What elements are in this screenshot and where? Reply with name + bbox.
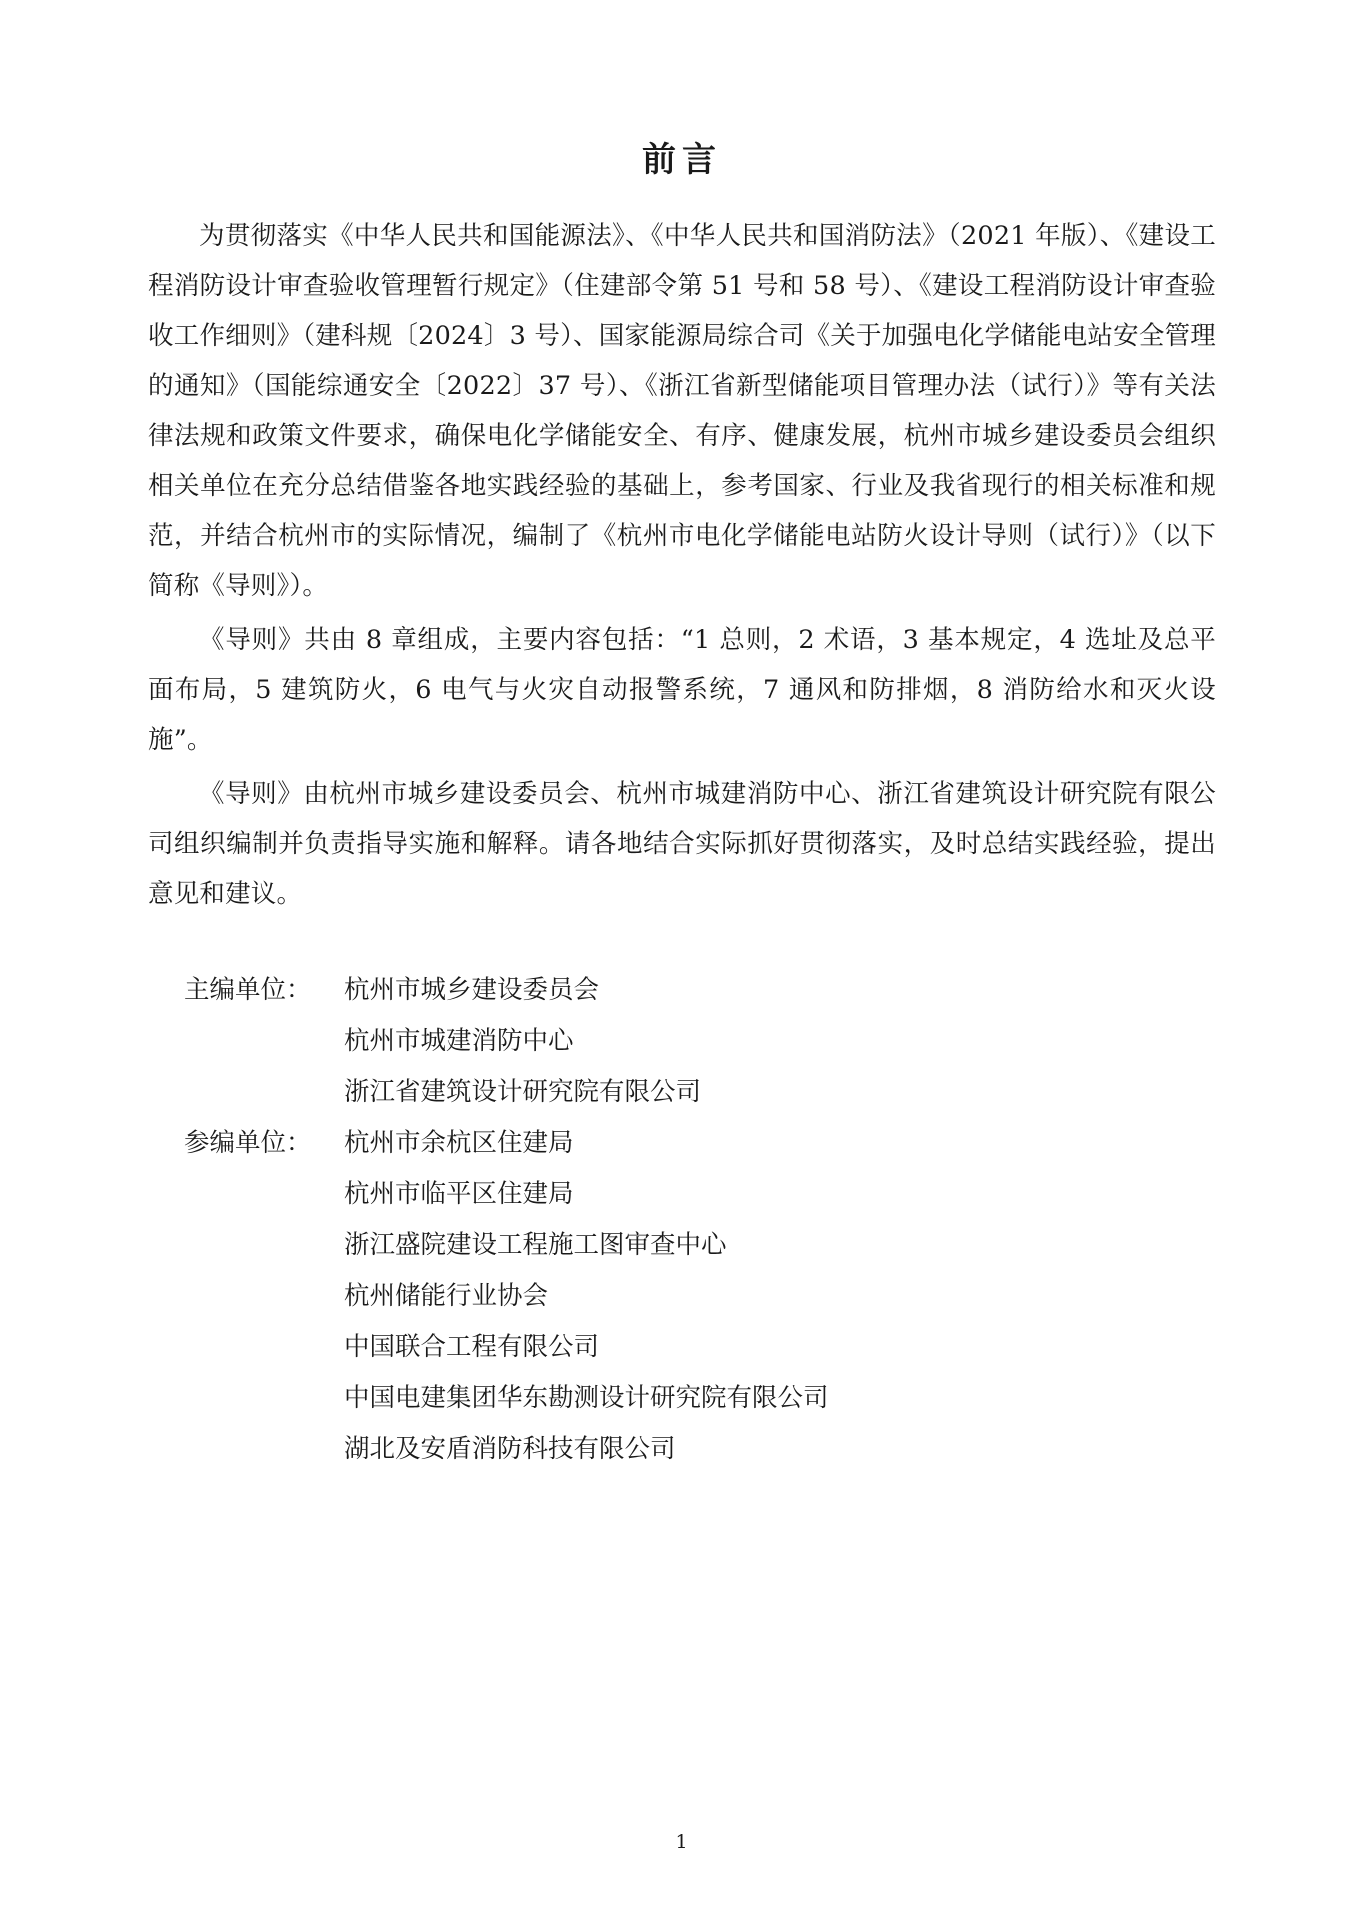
org-item: 浙江省建筑设计研究院有限公司 (344, 1077, 702, 1107)
org-item: 杭州市临平区住建局 (344, 1179, 574, 1209)
org-row (148, 1016, 1216, 1067)
org-row (148, 1271, 1216, 1322)
org-item: 中国联合工程有限公司 (344, 1332, 600, 1362)
paragraph-foreword-2: 《导则》共由 8 章组成，主要内容包括：“1 总则，2 术语，3 基本规定，4 选址及总平面布局，5 建筑防火，6 电气与火灾自动报警系统，7 通风和防排烟，8 消防给水和灭火设施”。 (148, 625, 1216, 755)
org-item: 湖北及安盾消防科技有限公司 (344, 1434, 676, 1464)
org-label-participating-editor: 参编单位： (184, 1128, 312, 1158)
org-row (148, 1118, 1216, 1169)
org-row (148, 1373, 1216, 1424)
org-item: 杭州储能行业协会 (344, 1281, 549, 1311)
org-row (148, 1067, 1216, 1118)
org-item: 杭州市城乡建设委员会 (344, 975, 600, 1005)
document-content (148, 0, 1216, 1475)
org-row (148, 965, 1216, 1016)
org-label-chief-editor: 主编单位： (184, 975, 312, 1005)
org-row (148, 1220, 1216, 1271)
org-item: 中国电建集团华东勘测设计研究院有限公司 (344, 1383, 829, 1413)
organizations-section (148, 965, 1216, 1475)
paragraph-foreword-3: 《导则》由杭州市城乡建设委员会、杭州市城建消防中心、浙江省建筑设计研究院有限公司组织编制并负责指导实施和解释。请各地结合实际抓好贯彻落实，及时总结实践经验，提出意见和建议。 (148, 779, 1216, 909)
org-item: 杭州市城建消防中心 (344, 1026, 574, 1056)
page-title: 前言 (642, 140, 722, 180)
page-number: 1 (675, 1831, 688, 1853)
org-item: 杭州市余杭区住建局 (344, 1128, 574, 1158)
org-row (148, 1424, 1216, 1475)
org-row (148, 1169, 1216, 1220)
org-item: 浙江盛院建设工程施工图审查中心 (344, 1230, 727, 1260)
org-row (148, 1322, 1216, 1373)
paragraph-foreword-1: 为贯彻落实《中华人民共和国能源法》、《中华人民共和国消防法》（2021 年版）、《建设工程消防设计审查验收管理暂行规定》（住建部令第 51 号和 58 号）、《建设工程消防设计审查验收工作细则》（建科规〔2024〕3 号）、国家能源局综合司《关于加强电化学储能电站安全管理的通知》（国能综通安全〔2022〕37 号）、《浙江省新型储能项目管理办法（试行）》等有关法律法规和政策文件要求，确保电化学储能安全、有序、健康发展，杭州市城乡建设委员会组织相关单位在充分总结借鉴各地实践经验的基础上，参考国家、行业及我省现行的相关标准和规范，并结合杭州市的实际情况，编制了《杭州市电化学储能电站防火设计导则（试行）》（以下简称《导则》）。 (148, 221, 1216, 601)
